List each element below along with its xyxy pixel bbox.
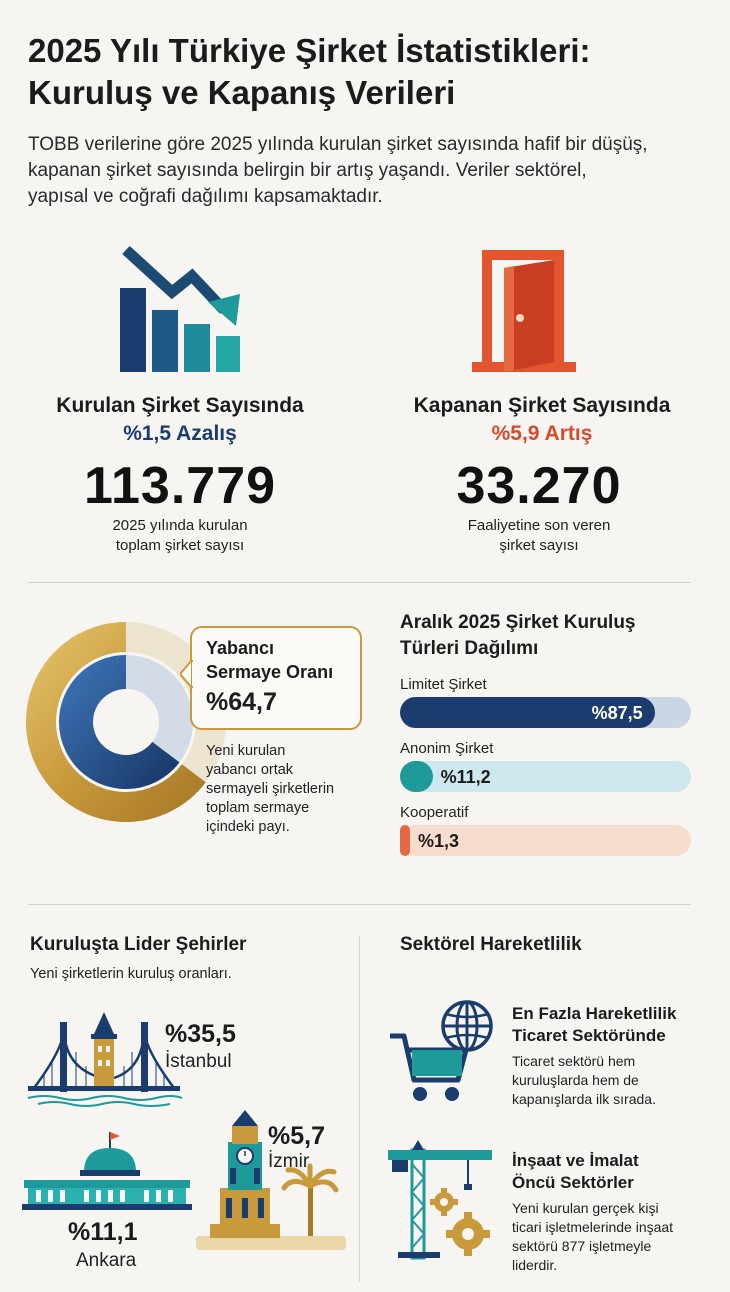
foreign-capital-label-line-2: Sermaye Oranı [206, 662, 334, 682]
cities-subtitle: Yeni şirketlerin kuruluş oranları. [30, 966, 232, 982]
sector-construction-text-line-2: ticari işletmelerinde inşaat [512, 1219, 674, 1235]
types-title-line-2: Türleri Dağılımı [400, 638, 539, 659]
foreign-capital-desc-line-5: içindeki payı. [206, 819, 290, 835]
foreign-capital-label [206, 636, 333, 684]
foreign-capital-desc-line-2: yabancı ortak [206, 762, 294, 778]
sector-trade-heading-line-2: Ticaret Sektöründe [512, 1026, 666, 1045]
sector-construction-text [512, 1199, 673, 1275]
intro-line-2: kapanan şirket sayısında belirgin bir artış yaşandı. Veriler sektörel, [28, 160, 587, 181]
type-bar-track-0 [400, 697, 691, 728]
founded-caption-line-1: 2025 yılında kurulan [112, 517, 248, 534]
closed-change: %5,9 Artış [491, 422, 593, 445]
page-title [28, 30, 718, 114]
types-title-line-1: Aralık 2025 Şirket Kuruluş [400, 612, 636, 633]
foreign-capital-value: %64,7 [206, 688, 277, 716]
type-bar-value-1: %11,2 [440, 767, 491, 787]
type-bar-fill-1 [400, 761, 433, 792]
sector-construction-text-line-3: sektörü 877 işletmeyle [512, 1238, 652, 1254]
sector-construction-heading-line-1: İnşaat ve İmalat [512, 1151, 639, 1170]
founded-value: 113.779 [83, 457, 277, 515]
shopping-cart-globe-icon [388, 998, 498, 1108]
closed-caption-line-2: şirket sayısı [499, 537, 579, 554]
city-ankara-value: %11,1 [68, 1218, 138, 1246]
types-title [400, 610, 636, 662]
foreign-capital-desc-line-3: sermayeli şirketlerin [206, 781, 335, 797]
type-bar-value-0: %87,5 [591, 703, 643, 723]
intro-line-1: TOBB verilerine göre 2025 yılında kurulan şirket sayısında hafif bir düşüş, [28, 134, 648, 155]
divider-2 [28, 904, 691, 905]
sector-construction-text-line-4: liderdir. [512, 1257, 558, 1273]
city-ankara-name: Ankara [76, 1250, 137, 1271]
intro-line-3: yapısal ve coğrafi dağılımı kapsamaktadır. [28, 186, 383, 207]
closed-value: 33.270 [456, 457, 622, 515]
type-bar-track-1 [400, 761, 691, 792]
sectors-title: Sektörel Hareketlilik [400, 934, 582, 955]
sector-construction-text-line-1: Yeni kurulan gerçek kişi [512, 1200, 659, 1216]
sector-construction-heading [512, 1150, 639, 1194]
closed-caption [389, 516, 689, 556]
sector-trade-text-line-2: kuruluşlarda hem de [512, 1072, 639, 1088]
foreign-capital-desc-line-1: Yeni kurulan [206, 743, 286, 759]
sector-trade-text-line-3: kapanışlarda ilk sırada. [512, 1091, 656, 1107]
type-bar-track-2 [400, 825, 691, 856]
sector-trade-text-line-1: Ticaret sektörü hem [512, 1053, 636, 1069]
sector-trade-heading-line-1: En Fazla Hareketlilik [512, 1004, 677, 1023]
title-line-1: 2025 Yılı Türkiye Şirket İstatistikleri: [28, 32, 591, 69]
founded-caption [30, 516, 330, 556]
founded-title: Kurulan Şirket Sayısında [56, 394, 304, 417]
sector-trade-text [512, 1052, 656, 1109]
sector-trade-heading [512, 1003, 676, 1047]
callout-pointer [180, 660, 194, 688]
closed-title: Kapanan Şirket Sayısında [413, 394, 671, 417]
ankara-parliament-icon [22, 1130, 192, 1212]
cities-title: Kuruluşta Lider Şehirler [30, 934, 247, 955]
foreign-capital-desc [206, 742, 334, 837]
divider-1 [28, 582, 691, 583]
open-door-icon [468, 244, 578, 376]
founded-caption-line-2: toplam şirket sayısı [115, 537, 245, 554]
sector-construction-heading-line-2: Öncü Sektörler [512, 1173, 634, 1192]
city-izmir-value: %5,7 [268, 1122, 325, 1150]
city-istanbul-value: %35,5 [165, 1020, 236, 1048]
closed-caption-line-1: Faaliyetine son veren [467, 517, 611, 534]
type-label-0: Limitet Şirket [400, 676, 487, 693]
vertical-divider [359, 936, 360, 1282]
type-bar-value-2: %1,3 [418, 831, 460, 851]
city-istanbul-name: İstanbul [165, 1051, 232, 1072]
foreign-capital-label-line-1: Yabancı [206, 638, 275, 658]
foreign-capital-desc-line-4: toplam sermaye [206, 800, 310, 816]
crane-gears-icon [388, 1140, 500, 1260]
intro-text [28, 132, 708, 210]
founded-change: %1,5 Azalış [123, 422, 237, 445]
declining-bar-chart-icon [112, 244, 247, 376]
city-izmir-name: İzmir [268, 1151, 310, 1172]
type-label-2: Kooperatif [400, 804, 469, 821]
type-bar-fill-2 [400, 825, 410, 856]
title-line-2: Kuruluş ve Kapanış Verileri [28, 74, 456, 111]
istanbul-bridge-tower-icon [24, 1008, 184, 1108]
type-label-1: Anonim Şirket [400, 740, 494, 757]
